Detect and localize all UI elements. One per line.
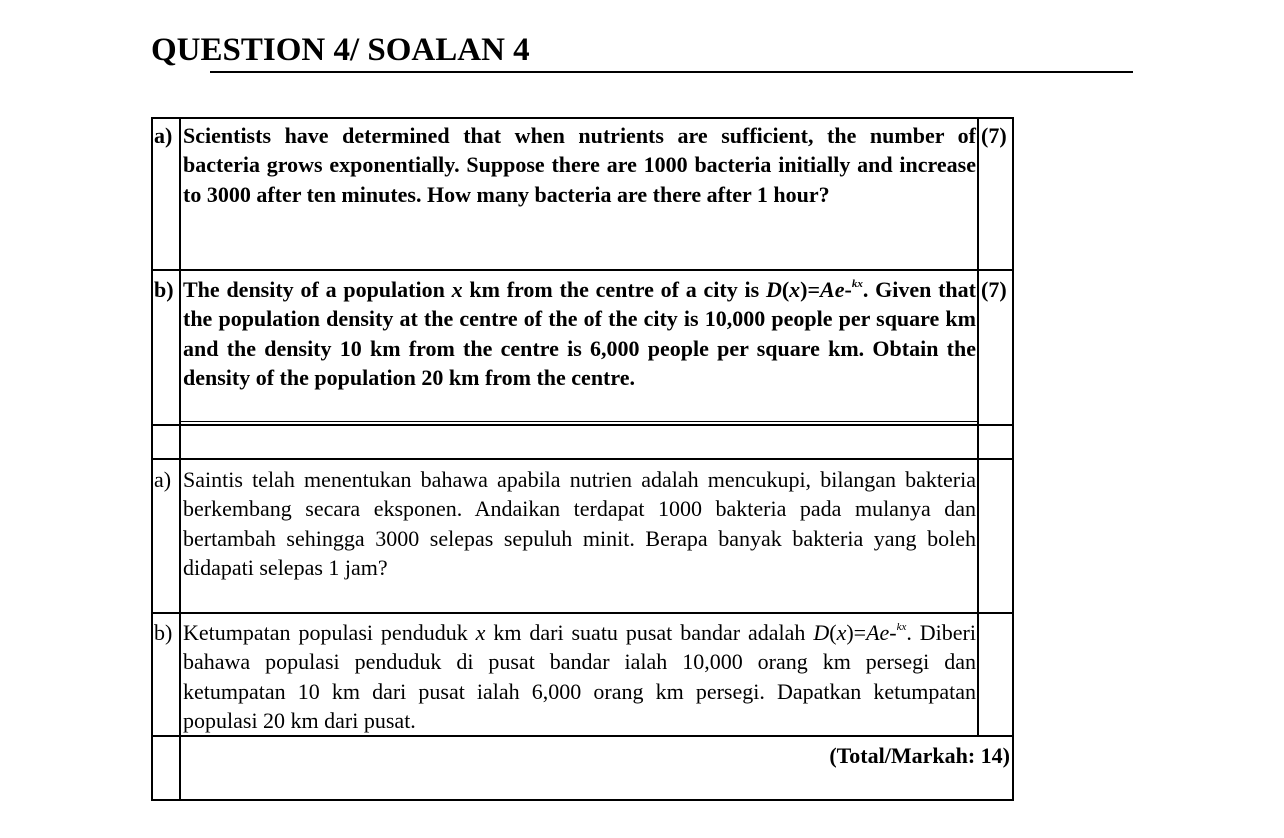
row-divider [151,612,1014,614]
row-divider [151,458,1014,460]
title-underline [210,71,1133,73]
question-label-b: b) [154,277,174,302]
marks-a: (7) [981,123,1007,148]
question-a-english: Scientists have determined that when nutrients are sufficient, the number of bacteria grows exponentially. Suppose there are 1000 bacteria initially and increase to 3000 after ten minutes. How many bacteria are there after 1 hour? [183,123,976,207]
marks-column-divider [977,117,979,736]
question-b-malay: Ketumpatan populasi penduduk x km dari suatu pusat bandar adalah D(x)=Ae-$^{kx}$. Diberi bahawa populasi penduduk di pusat bandar ialah 10,000 orang km persegi dan ketumpatan 10 km dari pusat ialah 6,000 orang km persegi. Dapatkan ketumpatan populasi 20 km dari pusat. [183,620,976,734]
soalan-label-b: b) [154,620,173,645]
marks-b: (7) [981,277,1007,302]
question-label-a: a) [154,123,173,148]
soalan-label-a: a) [154,467,172,492]
text-underline [181,421,977,422]
total-marks: (Total/Markah: 14) [829,743,1010,768]
page-title: QUESTION 4/ SOALAN 4 [151,32,530,68]
row-divider [151,269,1014,271]
question-a-malay: Saintis telah menentukan bahawa apabila nutrien adalah mencukupi, bilangan bakteria berkembang secara eksponen. Andaikan terdapat 1000 bakteria pada mulanya dan bertambah sehingga 3000 selepas sepuluh minit. Berapa banyak bakteria yang boleh didapati selepas 1 jam? [183,467,976,581]
row-divider [151,424,1014,426]
question-b-english: The density of a population x km from the centre of a city is D(x)=Ae-$^{kx}$. Given that the population density at the centre of the of the city is 10,000 people per square km and the density 10 km from the centre is 6,000 people per square km. Obtain the density of the population 20 km from the centre. [183,277,976,391]
